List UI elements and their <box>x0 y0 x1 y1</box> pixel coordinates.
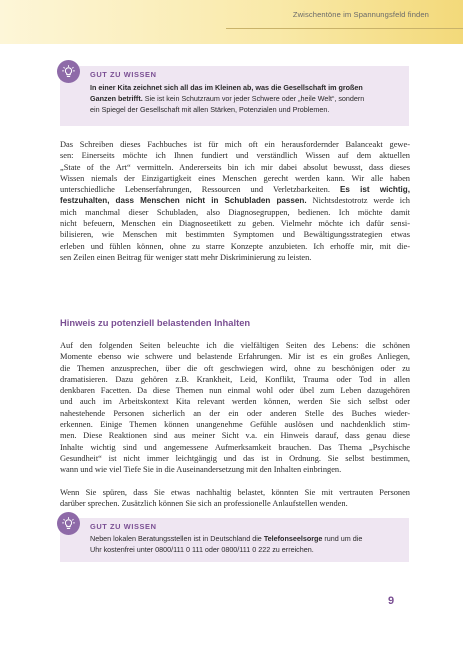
paragraph-line: dramatisieren. Dazu gehören z.B. Krankheit, Leid, Konflikt, Trauma oder Tod in allen <box>60 374 410 384</box>
page-number: 9 <box>388 595 395 607</box>
info-box-hotline-numbers: Uhr kostenfrei unter 0800/111 0 111 oder 0800/111 0 222 zu erreichen. <box>90 545 314 555</box>
info-box-line-2-bold: Ganzen betrifft. <box>90 94 143 104</box>
paragraph-line: Wenn Sie spüren, dass Sie etwas nachhaltig belastet, könnten Sie mit vertrauten Personen <box>60 488 410 497</box>
paragraph-line: Momente ebenso wie schwere und belastende Erfahrungen. Mir ist es ein großes Anliegen, <box>60 352 410 362</box>
paragraph-line: bilisieren, wie Menschen mit bestimmten Symptomen und Bewältigungsstrategien etwas <box>60 230 410 240</box>
info-box-line-1-bold: In einer Kita zeichnet sich all das im Kleinen ab, was die Gesellschaft im großen <box>90 83 363 92</box>
running-title: Zwischentöne im Spannungsfeld finden <box>292 10 429 19</box>
paragraph-intro <box>60 139 410 263</box>
paragraph-support <box>60 487 410 510</box>
paragraph-line: Inhalte wichtig sind und angemessene Aufmerksamkeit brauchen. Das Thema „Psychische <box>60 442 410 452</box>
info-box-text <box>90 82 401 116</box>
info-box-text-part: Neben lokalen Beratungsstellen ist in Deutschland die <box>90 534 264 543</box>
paragraph-line: sen: Einerseits möchte ich Ihnen fundiert und verständlich Wissen auf dem aktuellen <box>60 151 410 161</box>
paragraph-line: die Themen anzusprechen, über die oft geschwiegen wird, ohne zu beschönigen oder zu <box>60 363 410 373</box>
section-heading: Hinweis zu potenziell belastenden Inhalten <box>60 317 251 328</box>
paragraph-line: Das Schreiben dieses Fachbuches ist für mich oft ein herausfordernder Balanceakt gewe- <box>60 140 410 149</box>
header-rule <box>226 28 463 29</box>
paragraph-emphasis: Es ist wichtig, <box>340 185 410 195</box>
paragraph-line: nicht befeuern, Menschen ein Diagnoseetikett zu geben. Vielmehr möchte ich dafür sensi- <box>60 219 410 229</box>
paragraph-line <box>60 184 410 195</box>
lightbulb-icon <box>57 512 80 535</box>
paragraph-line-text: unterschiedliche Lebenserfahrungen, Ressourcen und Verletzbarkeiten. <box>60 185 330 195</box>
paragraph-line: men. Diese Reaktionen sind aus meiner Sicht v.a. ein Hinweis darauf, dass genau diese <box>60 431 410 441</box>
lightbulb-icon <box>57 60 80 83</box>
paragraph-line: „State of the Art“ vermitteln. Andererseits bin ich mir dabei absolut bewusst, dass dieses <box>60 162 410 172</box>
info-box-text <box>90 533 401 555</box>
paragraph-line: und auch im Arbeitskontext Kita relevant werden können, werden Sie sich selbst oder <box>60 397 410 407</box>
paragraph-line: erkennen. Einige Themen können unangenehme Gefühle auslösen und nachdenklich stim- <box>60 420 410 430</box>
paragraph-line: erleben und fühlen können, ohne zu starre Konzepte anzubieten. Ich erhoffe mir, mit die- <box>60 241 410 251</box>
paragraph-line: Auf den folgenden Seiten beleuchte ich die vielfältigen Seiten des Lebens: die schönen <box>60 341 410 350</box>
header-band <box>0 0 463 44</box>
info-box-line-3: ein Spiegel der Gesellschaft mit allen Stärken, Potenzialen und Problemen. <box>90 105 330 115</box>
paragraph-line: darüber sprechen. Zusätzlich können Sie sich an professionelle Anlaufstellen wenden. <box>60 499 348 509</box>
paragraph-line-text: Nichtsdestotrotz werde ich <box>306 196 410 206</box>
paragraph-line: Wissen niemals der Einzigartigkeit eines Menschen gerecht werden kann. Wir alle haben <box>60 173 410 183</box>
info-box-text-part: rund um die <box>322 534 363 543</box>
paragraph-content-warning <box>60 340 410 476</box>
info-box-gut-zu-wissen-1 <box>60 66 409 126</box>
paragraph-line: nahestehende Personen sicherlich an der ein oder anderen Stelle des Buches wieder- <box>60 408 410 418</box>
info-box-line-2-rest: Sie ist kein Schutzraum vor jeder Schwere oder „heile Welt“, sondern <box>142 94 365 104</box>
paragraph-line: wann und wie viel Tiefe Sie in die Auseinandersetzung mit den Inhalten einbringen. <box>60 465 342 475</box>
info-box-gut-zu-wissen-2 <box>60 518 409 562</box>
paragraph-emphasis: festzuhalten, dass Menschen nicht in Schubladen passen. <box>60 196 307 206</box>
paragraph-line: mich manchmal dieser Schubladen, also Diagnosegruppen, bedienen. Ich möchte damit <box>60 207 410 217</box>
telefonseelsorge-emphasis: Telefonseelsorge <box>263 534 323 543</box>
paragraph-line: denkbaren Facetten. Da diese Themen nun einmal wohl oder übel zum Leben dazugehören <box>60 386 410 396</box>
info-box-label: GUT ZU WISSEN <box>90 522 157 531</box>
paragraph-line: Gesundheit“ ist nicht immer leichtgängig und das ist in Ordnung. Sie selbst bestimmen, <box>60 453 410 463</box>
paragraph-line <box>60 195 410 206</box>
paragraph-line: sen Zeilen einen Beitrag für weniger statt mehr Diskriminierung zu leisten. <box>60 252 312 262</box>
info-box-label: GUT ZU WISSEN <box>90 70 157 79</box>
